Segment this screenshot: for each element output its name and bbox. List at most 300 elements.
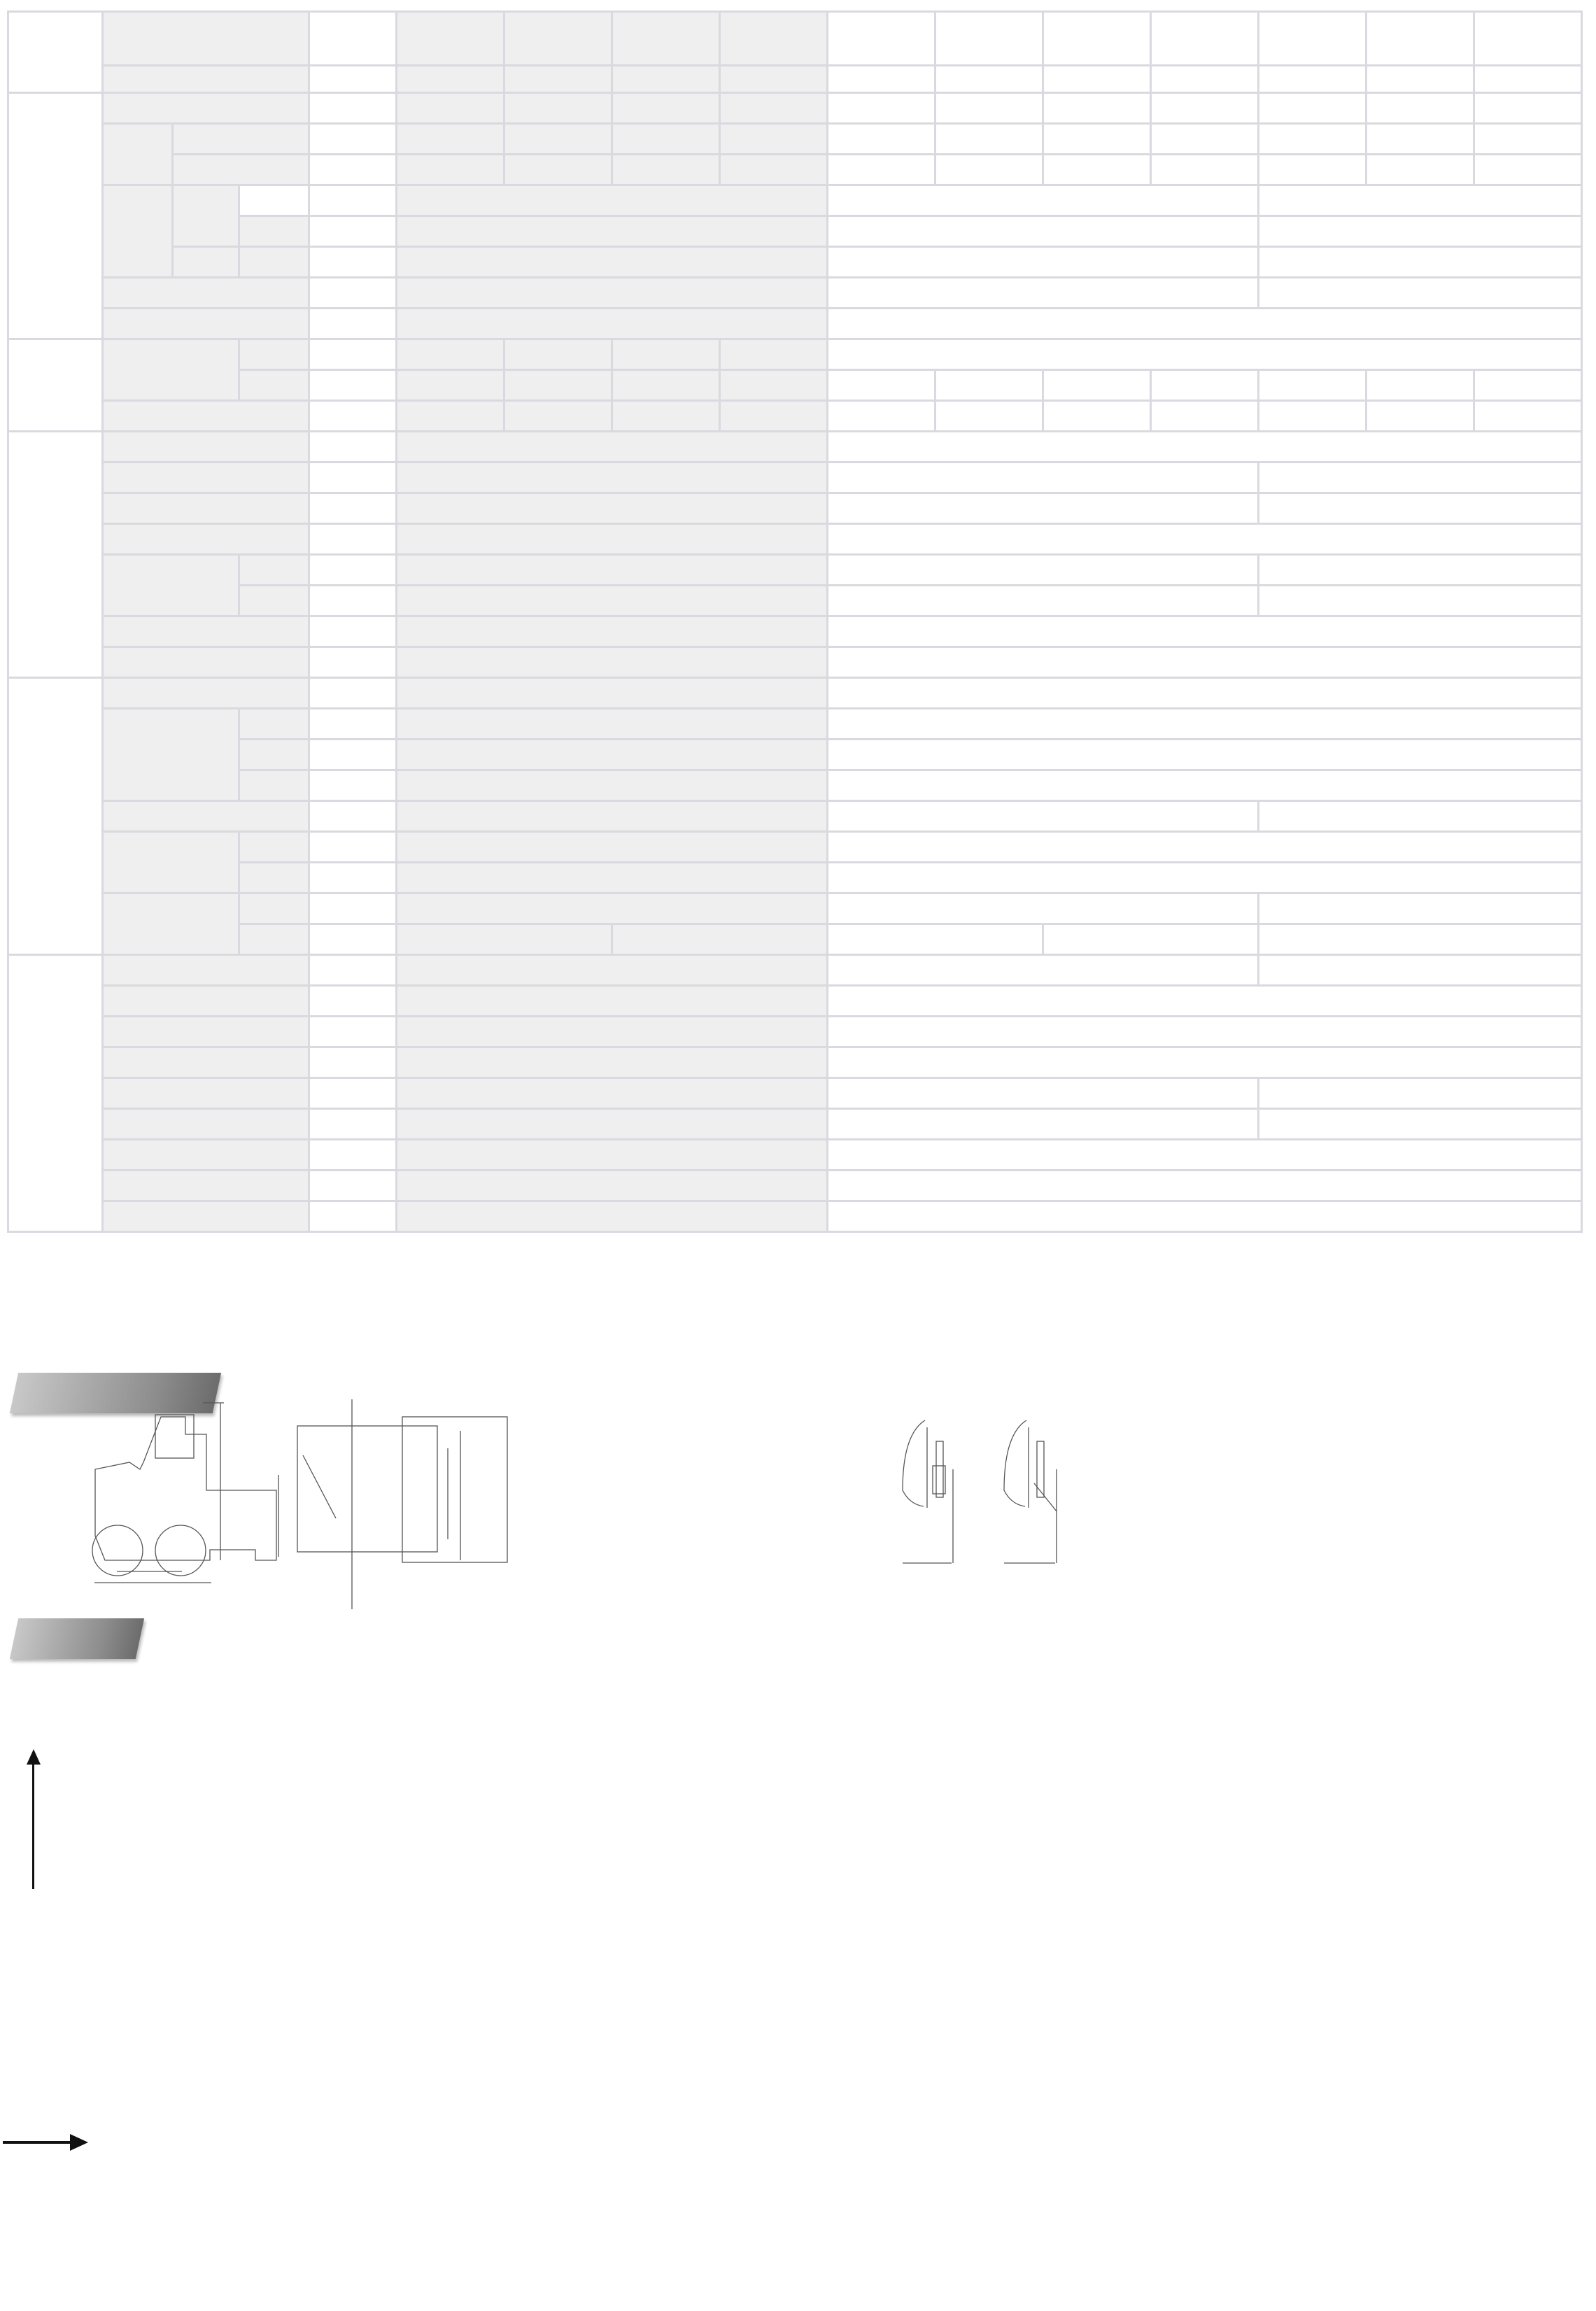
value	[1259, 924, 1582, 955]
row-transmission-model	[8, 801, 1582, 832]
group-weight-distribution	[103, 339, 239, 401]
row-label	[103, 616, 309, 647]
value	[397, 616, 828, 647]
unit	[309, 555, 397, 586]
value	[1259, 370, 1367, 401]
value	[935, 124, 1043, 155]
value	[828, 924, 1043, 955]
value	[397, 432, 828, 462]
header-row	[8, 12, 1582, 66]
value	[504, 93, 612, 124]
row-one-pallet	[8, 124, 1582, 155]
value	[1259, 462, 1582, 493]
value	[828, 370, 935, 401]
tow-weight-chart-small	[196, 1651, 868, 2176]
value	[828, 124, 935, 155]
unit	[309, 616, 397, 647]
value	[828, 432, 1582, 462]
unit	[309, 185, 397, 216]
unit	[309, 1140, 397, 1171]
row-weight-rear	[8, 370, 1582, 401]
group-max-speed	[103, 185, 173, 278]
value	[504, 124, 612, 155]
value	[1043, 401, 1151, 432]
row-power-type	[8, 1017, 1582, 1047]
value	[1259, 1109, 1582, 1140]
row-backward-shift1	[8, 247, 1582, 278]
value	[397, 1140, 828, 1171]
value	[1259, 124, 1367, 155]
section-engine	[8, 955, 103, 1232]
model-name	[1151, 12, 1259, 66]
unit	[309, 216, 397, 247]
value	[828, 1047, 1582, 1078]
row-label	[103, 93, 309, 124]
value	[397, 801, 828, 832]
value	[612, 155, 720, 185]
unit	[309, 1171, 397, 1201]
row-label	[103, 1047, 309, 1078]
value	[612, 401, 720, 432]
blank-cell	[1151, 66, 1259, 93]
group-transmission	[103, 709, 239, 801]
model-name	[828, 12, 935, 66]
value	[720, 93, 828, 124]
row-label	[103, 524, 309, 555]
unit	[309, 309, 397, 339]
value	[1259, 801, 1582, 832]
value	[828, 401, 935, 432]
model-label	[309, 12, 397, 66]
value	[828, 278, 1259, 309]
value	[828, 1171, 1582, 1201]
value	[1367, 370, 1474, 401]
group-brake	[103, 832, 239, 893]
row-label	[103, 1017, 309, 1047]
value	[1259, 155, 1367, 185]
row-track-front	[8, 555, 1582, 586]
row-gradeability	[8, 309, 1582, 339]
value	[1043, 155, 1151, 185]
row-label	[239, 216, 309, 247]
side-view-drawing	[92, 1403, 276, 1583]
value	[612, 124, 720, 155]
row-battery	[8, 678, 1582, 709]
value	[1259, 401, 1367, 432]
row-trackrod	[8, 647, 1582, 678]
value	[828, 309, 1582, 339]
value	[1259, 955, 1582, 986]
row-label	[239, 770, 309, 801]
value	[828, 863, 1582, 893]
unit	[309, 678, 397, 709]
value	[1259, 278, 1582, 309]
value	[1259, 216, 1582, 247]
model-name	[1043, 12, 1151, 66]
row-label	[239, 555, 309, 586]
value	[1259, 185, 1582, 216]
value	[828, 247, 1259, 278]
value	[1151, 155, 1259, 185]
row-two-pallet	[8, 155, 1582, 185]
value	[828, 647, 1582, 678]
value	[397, 893, 828, 924]
value	[1474, 93, 1582, 124]
section-performance	[8, 93, 103, 339]
unit	[309, 124, 397, 155]
value	[828, 216, 1259, 247]
section-dimensions	[8, 432, 103, 678]
value	[397, 986, 828, 1017]
unit	[309, 1078, 397, 1109]
row-trans-manufacture	[8, 709, 1582, 740]
parameter-label	[103, 66, 309, 93]
row-label	[239, 586, 309, 616]
value	[828, 524, 1582, 555]
row-label	[173, 124, 309, 155]
value	[935, 155, 1043, 185]
value	[397, 1171, 828, 1201]
value	[1474, 124, 1582, 155]
value	[397, 924, 612, 955]
header-blank	[103, 12, 309, 66]
value	[397, 832, 828, 863]
model-name	[720, 12, 828, 66]
value	[935, 401, 1043, 432]
unit	[309, 247, 397, 278]
value	[828, 740, 1582, 770]
unit	[309, 647, 397, 678]
row-bore-stroke	[8, 1140, 1582, 1171]
model-name	[1259, 12, 1367, 66]
tow-weight-chart-large	[868, 1651, 1596, 2176]
row-label	[239, 863, 309, 893]
value	[828, 709, 1582, 740]
value	[397, 955, 828, 986]
value	[397, 1017, 828, 1047]
value	[397, 863, 828, 893]
value	[397, 524, 828, 555]
value	[720, 401, 828, 432]
unit	[309, 863, 397, 893]
value	[828, 1201, 1582, 1232]
unit	[309, 586, 397, 616]
blank-cell	[1259, 66, 1367, 93]
model-name	[1474, 12, 1582, 66]
unit	[309, 493, 397, 524]
unit	[309, 339, 397, 370]
row-drawbar	[8, 93, 1582, 124]
row-label	[103, 647, 309, 678]
dimension-drawings	[0, 1371, 1596, 1609]
unit	[309, 1201, 397, 1232]
spec-table	[7, 10, 1583, 1233]
value	[397, 309, 828, 339]
unit	[309, 801, 397, 832]
unit	[309, 986, 397, 1017]
row-displacement	[8, 1047, 1582, 1078]
row-label	[239, 185, 309, 216]
blank-cell	[1367, 66, 1474, 93]
model-name	[397, 12, 504, 66]
row-wheel-base	[8, 524, 1582, 555]
value	[720, 124, 828, 155]
value	[1151, 93, 1259, 124]
value	[397, 124, 504, 155]
value	[397, 709, 828, 740]
row-label	[173, 155, 309, 185]
row-rated-torque	[8, 1109, 1582, 1140]
value	[828, 801, 1259, 832]
unit	[309, 462, 397, 493]
group-backward	[173, 247, 239, 278]
unit	[309, 1017, 397, 1047]
row-label	[103, 401, 309, 432]
corner-cell	[8, 12, 103, 93]
row-turning-radius	[8, 278, 1582, 309]
row-label	[103, 678, 309, 709]
row-engine-model	[8, 955, 1582, 986]
row-track-rear	[8, 586, 1582, 616]
blank-cell	[935, 66, 1043, 93]
blank-cell	[1474, 66, 1582, 93]
y-axis-arrow	[32, 1756, 34, 1889]
row-label	[103, 432, 309, 462]
value	[397, 647, 828, 678]
value	[828, 1078, 1259, 1109]
unit	[309, 93, 397, 124]
section-transmission-battery	[8, 678, 103, 955]
value	[828, 493, 1259, 524]
row-label	[103, 801, 309, 832]
value	[1474, 155, 1582, 185]
value	[828, 770, 1582, 801]
blank-cell	[309, 66, 397, 93]
row-rated-capacity	[8, 1078, 1582, 1109]
value	[828, 1109, 1259, 1140]
value	[397, 247, 828, 278]
row-label	[239, 740, 309, 770]
unit	[309, 278, 397, 309]
value	[612, 924, 828, 955]
row-trans-type	[8, 740, 1582, 770]
row-label	[239, 339, 309, 370]
row-label	[239, 832, 309, 863]
value	[397, 555, 828, 586]
value	[612, 93, 720, 124]
unit	[309, 893, 397, 924]
row-emission	[8, 1171, 1582, 1201]
pin-standard-drawing	[903, 1420, 953, 1563]
row-label	[103, 986, 309, 1017]
value	[828, 93, 935, 124]
value	[397, 278, 828, 309]
y-axis-arrowhead-icon	[27, 1749, 41, 1765]
value	[828, 955, 1259, 986]
value	[612, 370, 720, 401]
unit	[309, 370, 397, 401]
row-clearance	[8, 616, 1582, 647]
value	[1367, 401, 1474, 432]
row-tire-front	[8, 893, 1582, 924]
value	[828, 1140, 1582, 1171]
value	[1259, 893, 1582, 924]
unit	[309, 924, 397, 955]
row-fuel-tank	[8, 1201, 1582, 1232]
unit	[309, 401, 397, 432]
value	[828, 155, 935, 185]
x-axis-arrowhead-icon	[70, 2134, 88, 2151]
value	[397, 185, 828, 216]
value	[1259, 555, 1582, 586]
unit	[309, 955, 397, 986]
value	[504, 401, 612, 432]
blank-cell	[504, 66, 612, 93]
section-weight	[8, 339, 103, 432]
unit	[309, 1109, 397, 1140]
row-label	[103, 309, 309, 339]
unit	[309, 155, 397, 185]
row-label	[239, 893, 309, 924]
value	[828, 555, 1259, 586]
row-label	[239, 709, 309, 740]
value	[1151, 124, 1259, 155]
value	[1259, 93, 1367, 124]
value	[397, 462, 828, 493]
value	[828, 832, 1582, 863]
unit	[309, 524, 397, 555]
unit	[309, 709, 397, 740]
value	[504, 155, 612, 185]
unit	[309, 770, 397, 801]
value	[828, 462, 1259, 493]
row-weight-total	[8, 401, 1582, 432]
unit	[309, 1047, 397, 1078]
model-name	[1367, 12, 1474, 66]
group-tire	[103, 893, 239, 955]
top-view-drawing	[278, 1399, 507, 1609]
value	[1043, 924, 1259, 955]
value	[397, 155, 504, 185]
model-name	[935, 12, 1043, 66]
chart-banner	[10, 1618, 144, 1659]
value	[397, 586, 828, 616]
value	[612, 339, 720, 370]
value	[828, 339, 1582, 370]
value	[1259, 586, 1582, 616]
value	[397, 216, 828, 247]
x-axis-arrow	[3, 2141, 73, 2144]
pin-guide-drawing	[1004, 1420, 1057, 1563]
value	[397, 1109, 828, 1140]
value	[1043, 93, 1151, 124]
row-overall-height	[8, 493, 1582, 524]
value	[935, 370, 1043, 401]
row-weight-front	[8, 339, 1582, 370]
blank-cell	[397, 66, 504, 93]
unit	[309, 432, 397, 462]
unit	[309, 832, 397, 863]
row-label	[103, 1171, 309, 1201]
row-label	[103, 278, 309, 309]
row-label	[103, 1078, 309, 1109]
row-engine-manufacture	[8, 986, 1582, 1017]
value	[828, 893, 1259, 924]
value	[720, 370, 828, 401]
blank-cell	[1043, 66, 1151, 93]
value	[397, 339, 504, 370]
row-label	[103, 1140, 309, 1171]
parameter-row	[8, 66, 1582, 93]
value	[1043, 124, 1151, 155]
value	[504, 339, 612, 370]
value	[397, 93, 504, 124]
group-track	[103, 555, 239, 616]
value	[1151, 401, 1259, 432]
blank-cell	[720, 66, 828, 93]
value	[397, 770, 828, 801]
value	[935, 93, 1043, 124]
value	[397, 678, 828, 709]
model-name	[612, 12, 720, 66]
blank-cell	[612, 66, 720, 93]
value	[1151, 370, 1259, 401]
value	[397, 740, 828, 770]
value	[1367, 124, 1474, 155]
row-service-brake	[8, 832, 1582, 863]
row-label	[239, 370, 309, 401]
value	[397, 1078, 828, 1109]
row-label	[239, 247, 309, 278]
value	[1367, 155, 1474, 185]
row-forward-shift1	[8, 185, 1582, 216]
value	[1474, 401, 1582, 432]
value	[1043, 370, 1151, 401]
value	[504, 370, 612, 401]
row-label	[103, 462, 309, 493]
value	[397, 401, 504, 432]
row-forward-shift2	[8, 216, 1582, 247]
value	[828, 586, 1259, 616]
value	[1259, 247, 1582, 278]
row-park-brake	[8, 863, 1582, 893]
value	[828, 1017, 1582, 1047]
value	[1259, 1078, 1582, 1109]
value	[397, 1201, 828, 1232]
value	[720, 155, 828, 185]
value	[1367, 93, 1474, 124]
row-overall-length	[8, 432, 1582, 462]
row-label	[103, 955, 309, 986]
row-label	[103, 1201, 309, 1232]
row-label	[103, 1109, 309, 1140]
value	[828, 185, 1259, 216]
unit	[309, 740, 397, 770]
value	[397, 370, 504, 401]
value	[720, 339, 828, 370]
value	[1474, 370, 1582, 401]
row-tire-rear	[8, 924, 1582, 955]
value	[828, 678, 1582, 709]
row-trans-gear	[8, 770, 1582, 801]
value	[828, 616, 1582, 647]
value	[1259, 493, 1582, 524]
group-towing-weight	[103, 124, 173, 185]
value	[828, 986, 1582, 1017]
row-overall-width	[8, 462, 1582, 493]
blank-cell	[828, 66, 935, 93]
row-label	[103, 493, 309, 524]
